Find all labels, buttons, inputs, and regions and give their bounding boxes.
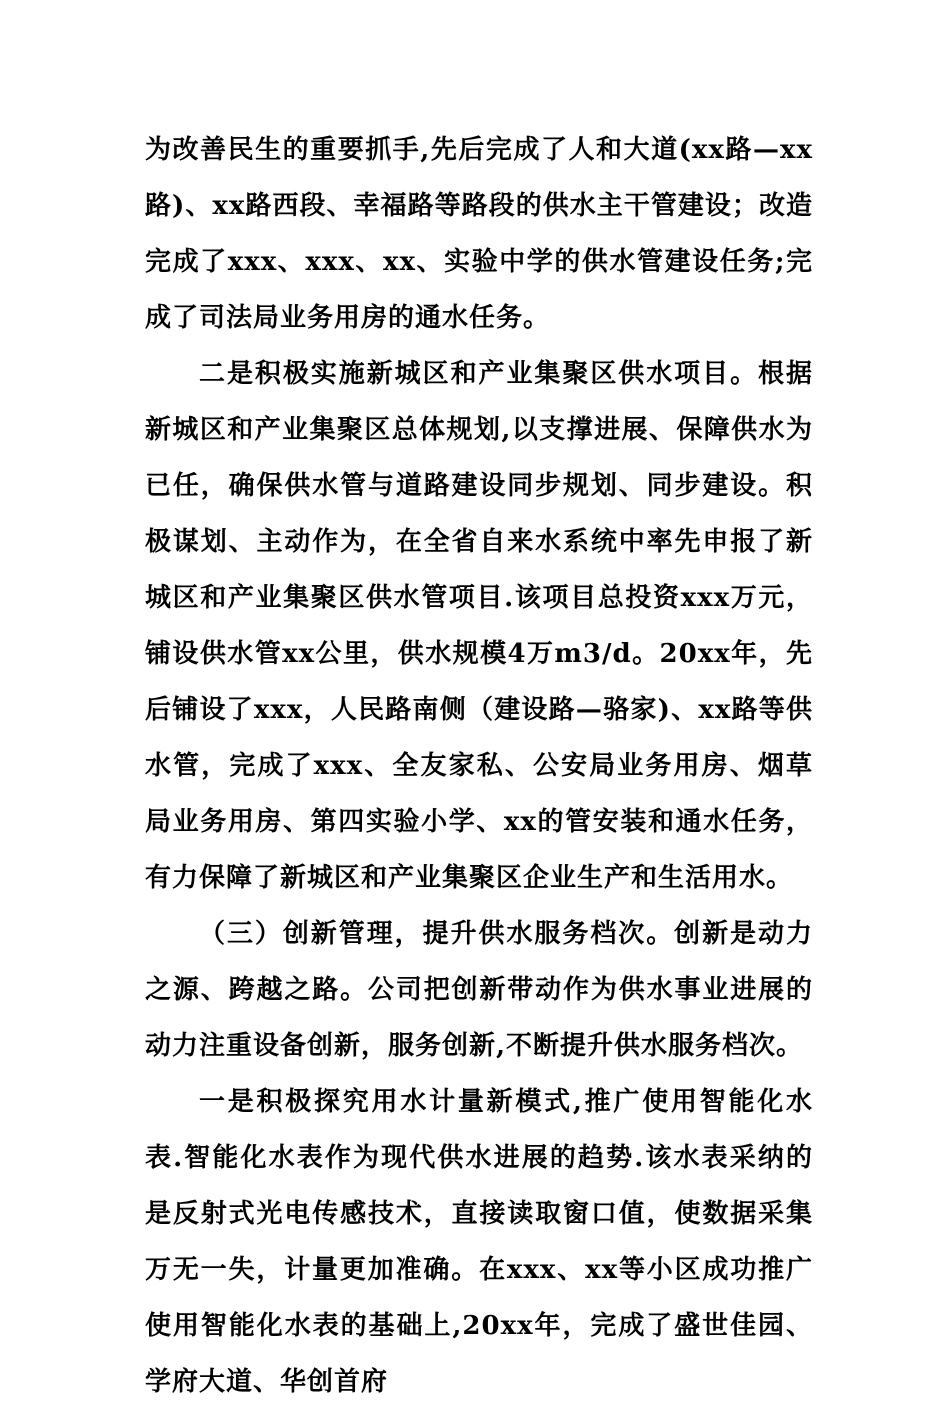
- paragraph-innovation-management: （三）创新管理，提升供水服务档次。创新是动力之源、跨越之路。公司把创新带动作为供水事业进展的动力注重设备创新，服务创新,不断提升供水服务档次。: [145, 919, 813, 1061]
- paragraph-new-district-supply: 二是积极实施新城区和产业集聚区供水项目。根据新城区和产业集聚区总体规划,以支撑进展、保障供水为已任，确保供水管与道路建设同步规划、同步建设。积极谋划、主动作为，在全省自来水系统中率先申报了新城区和产业集聚区供水管项目.该项目总投资xxx万元，铺设供水管xx公里，供水规模4万m3/d。20xx年，先后铺设了xxx，人民路南侧（建设路—骆家)、xx路等供水管，完成了xxx、全友家私、公安局业务用房、烟草局业务用房、第四实验小学、xx的管安装和通水任务，有力保障了新城区和产业集聚区企业生产和生活用水。: [145, 359, 813, 893]
- document-page: [145, 122, 813, 1410]
- paragraph-smart-meters: 一是积极探究用水计量新模式,推广使用智能化水表.智能化水表作为现代供水进展的趋势.该水表采纳的是反射式光电传感技术，直接读取窗口值，使数据采集万无一失，计量更加准确。在xxx、xx等小区成功推广使用智能化水表的基础上,20xx年，完成了盛世佳园、学府大道、华创首府: [145, 1087, 813, 1397]
- paragraph-water-mains: 为改善民生的重要抓手,先后完成了人和大道(xx路—xx路)、xx路西段、幸福路等路段的供水主干管建设；改造完成了xxx、xxx、xx、实验中学的供水管建设任务;完成了司法局业务用房的通水任务。: [145, 135, 813, 333]
